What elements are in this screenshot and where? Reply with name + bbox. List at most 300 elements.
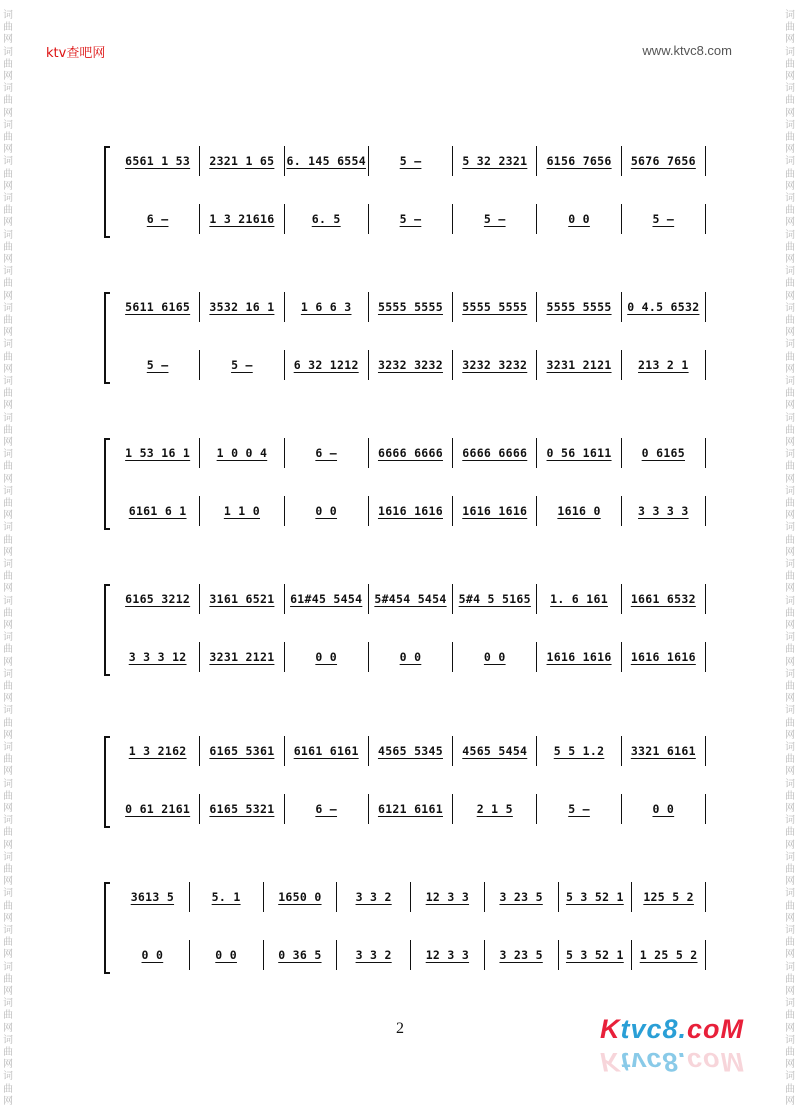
measure — [622, 736, 706, 766]
measure-notes: 6 – — [315, 446, 338, 460]
watermark-char: 网 — [3, 437, 13, 448]
watermark-char: 曲 — [3, 973, 13, 985]
watermark-char: 网 — [3, 766, 13, 778]
watermark-char: 曲 — [3, 22, 13, 34]
watermark-char: 曲 — [3, 388, 13, 400]
measure — [453, 292, 537, 322]
watermark-char: 网 — [785, 546, 795, 558]
measure — [537, 292, 621, 322]
watermark-char: 网 — [785, 766, 795, 778]
measure-notes: 0 0 — [399, 650, 422, 664]
watermark-char: 曲 — [3, 1010, 13, 1022]
watermark-char: 网 — [785, 803, 795, 814]
measure-notes: 1616 1616 — [546, 650, 612, 664]
watermark-char: 网 — [3, 254, 13, 265]
watermark-char: 词 — [3, 815, 13, 827]
measure-notes: 5611 6165 — [125, 300, 191, 314]
system-bracket — [104, 882, 110, 974]
watermark-char: 网 — [785, 656, 795, 668]
watermark-char: 曲 — [785, 900, 795, 912]
watermark-char: 网 — [785, 1059, 795, 1071]
measure-notes: 6666 6666 — [377, 446, 443, 460]
score-system — [104, 292, 706, 384]
measure — [369, 350, 453, 380]
logo-suffix: coM — [687, 1014, 744, 1044]
watermark-char: 词 — [785, 595, 795, 607]
watermark-char: 网 — [785, 254, 795, 265]
watermark-char: 词 — [785, 83, 795, 95]
watermark-char: 曲 — [3, 461, 13, 473]
measure — [411, 940, 485, 970]
logo-reflection-mid: tvc8. — [620, 1047, 687, 1077]
accompaniment-line — [116, 204, 706, 234]
measure — [285, 438, 369, 468]
watermark-char: 曲 — [3, 168, 13, 180]
measure — [369, 642, 453, 672]
measure — [537, 350, 621, 380]
watermark-char: 词 — [785, 10, 795, 21]
watermark-char: 网 — [3, 912, 13, 924]
measure-notes: 125 5 2 — [643, 890, 694, 904]
watermark-char: 词 — [785, 888, 795, 900]
watermark-char: 词 — [785, 485, 795, 497]
measure — [200, 794, 284, 824]
measure-notes: 5555 5555 — [546, 300, 612, 314]
watermark-char: 网 — [785, 363, 795, 375]
watermark-char: 词 — [3, 229, 13, 241]
measure — [622, 292, 706, 322]
measure — [264, 882, 338, 912]
watermark-char: 词 — [3, 412, 13, 424]
measure-notes: 0 61 2161 — [125, 802, 191, 816]
measure — [453, 204, 537, 234]
measure-notes: 1 3 2162 — [128, 744, 187, 758]
measure-notes: 0 0 — [215, 948, 237, 962]
measure-notes: 3532 16 1 — [209, 300, 275, 314]
measure — [285, 350, 369, 380]
measure — [411, 882, 485, 912]
watermark-char: 曲 — [785, 1047, 795, 1058]
measure-notes: 6161 6161 — [293, 744, 359, 758]
watermark-char: 网 — [785, 71, 795, 82]
measure-notes: 5 – — [231, 358, 253, 372]
watermark-char: 曲 — [785, 315, 795, 326]
measure — [116, 940, 190, 970]
watermark-char: 词 — [785, 46, 795, 58]
watermark-char: 网 — [785, 583, 795, 595]
watermark-char: 网 — [785, 473, 795, 485]
score-system — [104, 438, 706, 530]
watermark-char: 词 — [785, 119, 795, 131]
measure-notes: 4565 5345 — [377, 744, 443, 758]
watermark-char: 网 — [3, 180, 13, 192]
watermark-char: 曲 — [3, 205, 13, 217]
measure-notes: 5 – — [652, 212, 675, 226]
left-watermark-strip — [0, 0, 18, 1110]
watermark-char: 曲 — [785, 1010, 795, 1022]
watermark-char: 词 — [3, 156, 13, 168]
watermark-char: 曲 — [785, 864, 795, 875]
measure — [200, 292, 284, 322]
watermark-char: 曲 — [785, 681, 795, 692]
measure-notes: 2321 1 65 — [209, 154, 275, 168]
measure-notes: 5#454 5454 — [374, 592, 447, 606]
measure — [369, 496, 453, 526]
watermark-char: 网 — [3, 473, 13, 485]
measure-notes: 3 23 5 — [499, 890, 543, 904]
watermark-char: 曲 — [3, 827, 13, 839]
measure — [116, 736, 200, 766]
measure — [116, 584, 200, 614]
measure — [537, 496, 621, 526]
watermark-char: 词 — [785, 302, 795, 314]
measure-notes: 0 36 5 — [278, 948, 322, 962]
measure — [369, 438, 453, 468]
measure-notes: 1616 1616 — [462, 504, 528, 518]
measure-notes: 5676 7656 — [630, 154, 696, 168]
watermark-char: 曲 — [785, 754, 795, 766]
watermark-char: 曲 — [3, 717, 13, 729]
measure-notes: 0 0 — [568, 212, 590, 226]
measure-notes: 6165 5321 — [209, 802, 275, 816]
watermark-char: 词 — [3, 266, 13, 278]
watermark-char: 词 — [785, 376, 795, 387]
watermark-char: 词 — [3, 998, 13, 1010]
watermark-char: 词 — [3, 632, 13, 644]
measure-notes: 1616 1616 — [630, 650, 696, 664]
measure — [453, 146, 537, 176]
measure — [116, 204, 200, 234]
measure-notes: 3321 6161 — [630, 744, 696, 758]
measure — [369, 794, 453, 824]
watermark-char: 网 — [3, 693, 13, 705]
system-bracket — [104, 736, 110, 828]
watermark-char: 曲 — [3, 241, 13, 253]
watermark-char: 网 — [785, 510, 795, 522]
measure-notes: 6666 6666 — [462, 446, 528, 460]
watermark-char: 曲 — [785, 1083, 795, 1095]
measure — [632, 940, 706, 970]
watermark-char: 曲 — [785, 973, 795, 985]
watermark-char: 网 — [3, 327, 13, 339]
measure-notes: 5 – — [399, 212, 422, 226]
watermark-char: 网 — [3, 510, 13, 522]
measure — [369, 204, 453, 234]
measure — [285, 642, 369, 672]
watermark-char: 词 — [785, 998, 795, 1010]
measure-notes: 1 1 0 — [223, 504, 260, 518]
melody-line — [116, 584, 706, 614]
measure — [116, 438, 200, 468]
melody-line — [116, 736, 706, 766]
watermark-char: 词 — [3, 888, 13, 900]
logo-prefix: K — [599, 1014, 621, 1044]
measure-notes: 5 – — [483, 212, 506, 226]
measure-notes: 1. 6 161 — [550, 592, 608, 606]
watermark-char: 网 — [3, 400, 13, 412]
watermark-char: 网 — [3, 217, 13, 229]
watermark-char: 词 — [3, 376, 13, 387]
measure-notes: 0 56 1611 — [546, 446, 612, 460]
watermark-char: 曲 — [3, 498, 13, 509]
measure-notes: 1 6 6 3 — [300, 300, 352, 314]
measure-notes: 6121 6161 — [377, 802, 443, 816]
measure — [453, 736, 537, 766]
measure-notes: 3232 3232 — [377, 358, 443, 372]
watermark-char: 网 — [785, 34, 795, 46]
watermark-char: 网 — [3, 290, 13, 302]
measure — [622, 350, 706, 380]
measure — [190, 882, 264, 912]
measure — [200, 496, 284, 526]
measure-notes: 5 32 2321 — [462, 154, 528, 168]
measure — [200, 438, 284, 468]
watermark-char: 词 — [3, 522, 13, 534]
watermark-char: 曲 — [785, 168, 795, 180]
measure-notes: 5 3 52 1 — [565, 890, 624, 904]
watermark-char: 曲 — [3, 681, 13, 692]
watermark-char: 网 — [785, 729, 795, 741]
measure-notes: 1 25 5 2 — [639, 948, 698, 962]
melody-line — [116, 292, 706, 322]
watermark-char: 网 — [785, 693, 795, 705]
watermark-char: 词 — [785, 778, 795, 790]
score-system — [104, 584, 706, 676]
measure-notes: 0 0 — [652, 802, 675, 816]
watermark-char: 词 — [3, 742, 13, 753]
watermark-char: 词 — [785, 851, 795, 863]
watermark-char: 网 — [3, 656, 13, 668]
watermark-char: 词 — [3, 119, 13, 131]
watermark-char: 词 — [3, 449, 13, 461]
watermark-char: 网 — [3, 546, 13, 558]
measure-notes: 6156 7656 — [546, 154, 612, 168]
watermark-char: 网 — [785, 400, 795, 412]
watermark-char: 网 — [3, 34, 13, 46]
system-bracket — [104, 584, 110, 676]
measure — [116, 642, 200, 672]
measure — [116, 146, 200, 176]
measure-notes: 6561 1 53 — [125, 154, 191, 168]
measure-notes: 12 3 3 — [425, 948, 470, 962]
measure — [622, 794, 706, 824]
watermark-char: 词 — [3, 961, 13, 973]
system-bracket — [104, 438, 110, 530]
measure — [116, 794, 200, 824]
measure — [200, 204, 284, 234]
watermark-char: 曲 — [785, 388, 795, 400]
watermark-char: 词 — [3, 595, 13, 607]
measure-notes: 12 3 3 — [425, 890, 470, 904]
logo-reflection-prefix: K — [599, 1047, 621, 1077]
measure-notes: 5 5 1.2 — [553, 744, 605, 758]
measure-notes: 6 – — [315, 802, 338, 816]
watermark-char: 网 — [3, 949, 13, 961]
watermark-char: 网 — [785, 180, 795, 192]
measure — [453, 584, 537, 614]
measure — [453, 496, 537, 526]
measure — [537, 584, 621, 614]
watermark-char: 词 — [785, 229, 795, 241]
measure-notes: 5#4 5 5165 — [458, 592, 531, 606]
watermark-char: 词 — [3, 485, 13, 497]
watermark-char: 曲 — [785, 22, 795, 34]
watermark-char: 网 — [785, 949, 795, 961]
watermark-char: 曲 — [3, 644, 13, 656]
measure — [537, 204, 621, 234]
watermark-char: 曲 — [785, 278, 795, 290]
watermark-char: 网 — [785, 144, 795, 156]
measure — [453, 642, 537, 672]
page-number: 2 — [396, 1020, 404, 1037]
watermark-char: 词 — [785, 156, 795, 168]
measure — [200, 584, 284, 614]
measure — [285, 146, 369, 176]
watermark-char: 曲 — [3, 351, 13, 363]
watermark-char: 词 — [785, 925, 795, 936]
measure — [559, 882, 633, 912]
header-site-url[interactable]: www.ktvc8.com — [642, 43, 732, 58]
measure-notes: 3 3 2 — [355, 948, 392, 962]
measure — [116, 496, 200, 526]
watermark-char: 词 — [785, 193, 795, 204]
watermark-char: 词 — [785, 339, 795, 351]
measure — [622, 146, 706, 176]
watermark-char: 曲 — [3, 315, 13, 326]
measure — [200, 642, 284, 672]
measure — [200, 736, 284, 766]
measure-notes: 3613 5 — [130, 890, 175, 904]
watermark-char: 网 — [3, 986, 13, 997]
watermark-char: 曲 — [785, 571, 795, 583]
watermark-char: 网 — [3, 71, 13, 82]
watermark-char: 曲 — [785, 424, 795, 436]
watermark-char: 网 — [3, 363, 13, 375]
measure — [200, 350, 284, 380]
watermark-char: 词 — [3, 46, 13, 58]
measure — [622, 642, 706, 672]
measure — [190, 940, 264, 970]
watermark-char: 曲 — [785, 717, 795, 729]
melody-line — [116, 882, 706, 912]
watermark-char: 曲 — [3, 278, 13, 290]
watermark-char: 曲 — [3, 937, 13, 949]
watermark-char: 曲 — [785, 827, 795, 839]
measure-notes: 1616 1616 — [377, 504, 443, 518]
measure-notes: 6. 5 — [311, 212, 341, 226]
measure-notes: 1 0 0 4 — [216, 446, 268, 460]
measure-notes: 0 6165 — [641, 446, 685, 460]
measure-notes: 0 0 — [315, 504, 338, 518]
measure — [622, 204, 706, 234]
measure-notes: 3 3 2 — [355, 890, 392, 904]
measure-notes: 2 1 5 — [476, 802, 513, 816]
measure — [485, 882, 559, 912]
watermark-char: 网 — [785, 437, 795, 448]
watermark-char: 网 — [3, 803, 13, 814]
watermark-char: 曲 — [3, 95, 13, 107]
watermark-char: 曲 — [785, 790, 795, 802]
accompaniment-line — [116, 496, 706, 526]
measure — [537, 736, 621, 766]
measure-notes: 6165 3212 — [125, 592, 191, 606]
watermark-char: 曲 — [3, 58, 13, 70]
logo-mid: tvc8. — [620, 1014, 687, 1044]
watermark-char: 网 — [3, 583, 13, 595]
measure-notes: 1661 6532 — [630, 592, 696, 606]
score-system — [104, 146, 706, 238]
measure-notes: 3 3 3 3 — [638, 504, 689, 518]
accompaniment-line — [116, 940, 706, 970]
site-logo[interactable] — [600, 1014, 744, 1045]
system-bracket — [104, 146, 110, 238]
watermark-char: 曲 — [785, 58, 795, 70]
measure-notes: 213 2 1 — [638, 358, 689, 372]
measure-notes: 6 – — [146, 212, 169, 226]
watermark-char: 网 — [785, 290, 795, 302]
melody-line — [116, 438, 706, 468]
logo-reflection-suffix: coM — [687, 1047, 744, 1077]
measure-notes: 0 4.5 6532 — [627, 300, 700, 314]
melody-line — [116, 146, 706, 176]
measure-notes: 6161 6 1 — [128, 504, 187, 518]
watermark-char: 网 — [785, 217, 795, 229]
right-watermark-strip — [782, 0, 800, 1110]
watermark-char: 曲 — [785, 241, 795, 253]
measure-notes: 5 – — [568, 802, 590, 816]
watermark-char: 网 — [3, 729, 13, 741]
measure — [285, 794, 369, 824]
measure — [369, 146, 453, 176]
watermark-char: 曲 — [3, 534, 13, 546]
measure-notes: 3161 6521 — [209, 592, 275, 606]
measure-notes: 5 – — [399, 154, 422, 168]
watermark-char: 词 — [785, 705, 795, 717]
watermark-char: 曲 — [785, 607, 795, 619]
measure-notes: 1616 0 — [557, 504, 601, 518]
watermark-char: 网 — [785, 986, 795, 997]
watermark-char: 词 — [3, 302, 13, 314]
measure-notes: 3 23 5 — [499, 948, 543, 962]
measure-notes: 1 53 16 1 — [125, 446, 191, 460]
measure — [453, 438, 537, 468]
watermark-char: 词 — [785, 632, 795, 644]
measure — [116, 882, 190, 912]
watermark-char: 曲 — [3, 790, 13, 802]
measure — [285, 584, 369, 614]
header-site-name[interactable]: ktv查吧网 — [46, 46, 106, 61]
watermark-char: 词 — [3, 1034, 13, 1046]
watermark-char: 词 — [785, 412, 795, 424]
watermark-char: 词 — [785, 668, 795, 680]
measure-notes: 5. 1 — [211, 890, 241, 904]
watermark-char: 曲 — [785, 461, 795, 473]
measure — [622, 584, 706, 614]
measure — [116, 292, 200, 322]
accompaniment-line — [116, 350, 706, 380]
measure-notes: 0 0 — [141, 948, 164, 962]
measure — [485, 940, 559, 970]
measure — [369, 736, 453, 766]
measure-notes: 5 3 52 1 — [565, 948, 624, 962]
measure-notes: 3232 3232 — [462, 358, 528, 372]
watermark-char: 曲 — [785, 498, 795, 509]
measure-notes: 5 – — [146, 358, 169, 372]
watermark-char: 曲 — [3, 424, 13, 436]
watermark-char: 词 — [3, 559, 13, 570]
watermark-char: 词 — [785, 266, 795, 278]
watermark-char: 词 — [785, 522, 795, 534]
